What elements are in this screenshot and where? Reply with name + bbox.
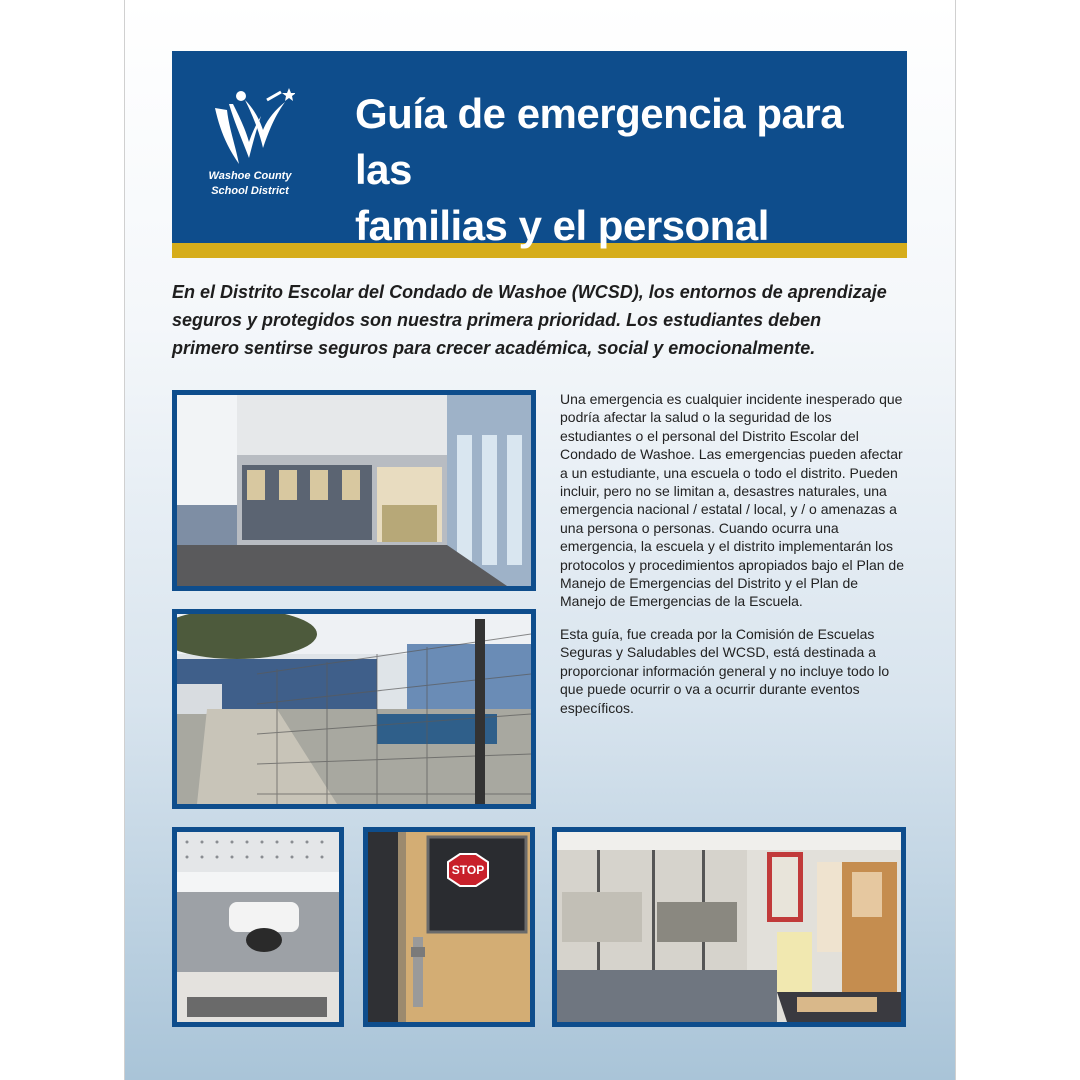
wcsd-logo-icon bbox=[205, 86, 295, 168]
stop-sign-text: STOP bbox=[451, 863, 485, 877]
photo-fence bbox=[172, 609, 536, 809]
photo-hallway bbox=[172, 390, 536, 591]
logo-text-line2: School District bbox=[211, 185, 289, 197]
paragraph-1: Una emergencia es cualquier incidente inesperado que podría afectar la salud o la seguridad de los estudiantes o el personal del Distrito Escolar del Condado de Washoe. Las emergencias pueden afectar a un estudiante, una escuela o todo el distrito. Pueden incluir, pero no se limitan a, desastres naturales, una emergencia nacional / estatal / local, y / o amenazas a una persona o personas. Cuando ocurra una emergencia, la escuela y el distrito implementarán los protocolos y procedimientos apropiados bajo el Plan de Manejo de Emergencias del Distrito y el Plan de Manejo de Emergencias de la Escuela. bbox=[560, 391, 904, 610]
wcsd-logo bbox=[200, 86, 300, 206]
title-line2: familias y el personal bbox=[355, 202, 769, 249]
logo-text-line1: Washoe County bbox=[208, 170, 292, 182]
photo-camera bbox=[172, 827, 344, 1027]
paragraph-2: Esta guía, fue creada por la Comisión de Escuelas Seguras y Saludables del WCSD, está destinada a proporcionar información general y no incluye todo lo que puede ocurrir o va a ocurrir durante eventos específicos. bbox=[560, 625, 890, 716]
title-line1: Guía de emergencia para las bbox=[355, 90, 844, 193]
page-title bbox=[355, 86, 895, 254]
photo-door-stop bbox=[363, 827, 535, 1027]
body-text bbox=[560, 390, 905, 731]
photo-office bbox=[552, 827, 906, 1027]
intro-text: En el Distrito Escolar del Condado de Washoe (WCSD), los entornos de aprendizaje seguros y protegidos son nuestra primera prioridad. Los estudiantes deben primero sentirse seguros para crecer académica, social y emocionalmente. bbox=[172, 282, 887, 358]
